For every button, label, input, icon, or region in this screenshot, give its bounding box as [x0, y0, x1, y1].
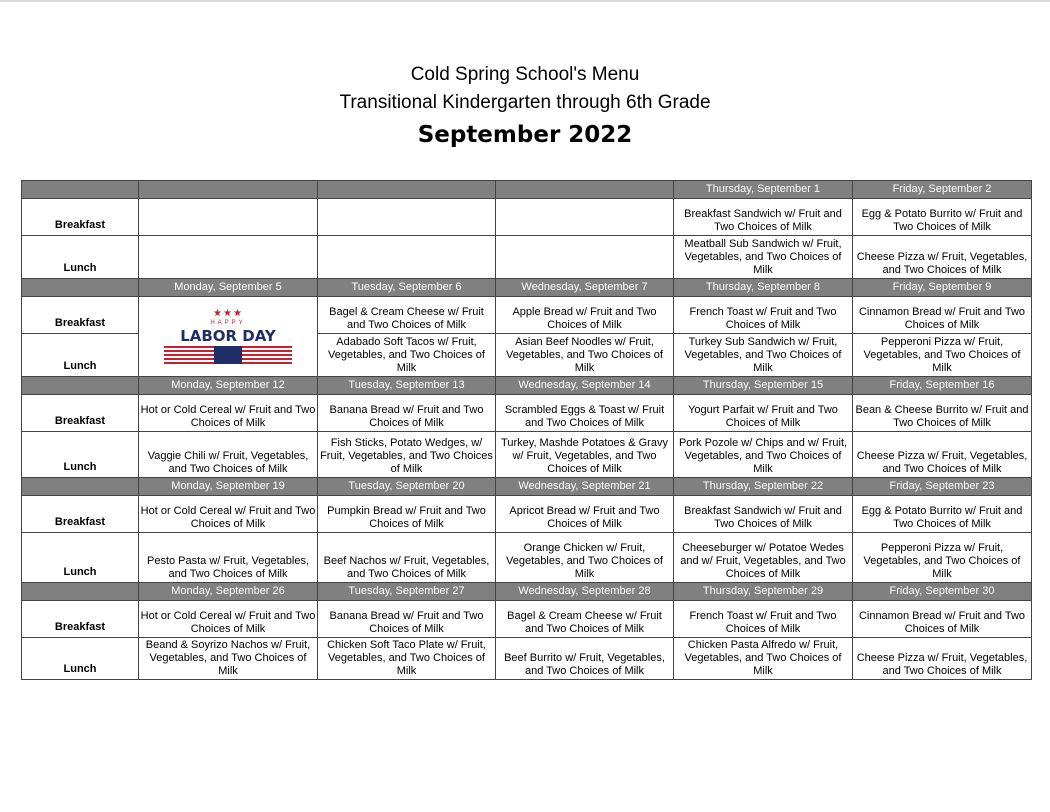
breakfast-row	[22, 199, 1032, 236]
lunch-row	[22, 432, 1032, 478]
day-header: Monday, September 19	[139, 478, 318, 496]
day-header: Thursday, September 15	[674, 377, 853, 395]
lunch-menu-cell	[139, 236, 318, 279]
day-header: Thursday, September 22	[674, 478, 853, 496]
lunch-menu-cell: Fish Sticks, Potato Wedges, w/ Fruit, Vegetables, and Two Choices of Milk	[318, 432, 496, 478]
day-header: Friday, September 2	[853, 181, 1032, 199]
day-header: Tuesday, September 20	[318, 478, 496, 496]
lunch-menu-cell: Pepperoni Pizza w/ Fruit, Vegetables, and Two Choices of Milk	[853, 533, 1032, 583]
day-header: Wednesday, September 14	[496, 377, 674, 395]
breakfast-row	[22, 395, 1032, 432]
breakfast-menu-cell: Hot or Cold Cereal w/ Fruit and Two Choices of Milk	[139, 601, 318, 638]
lunch-menu-cell: Pepperoni Pizza w/ Fruit, Vegetables, and Two Choices of Milk	[853, 334, 1032, 377]
lunch-menu-cell: Beef Burrito w/ Fruit, Vegetables, and Two Choices of Milk	[496, 638, 674, 680]
breakfast-row	[22, 601, 1032, 638]
lunch-menu-cell: Beand & Soyrizo Nachos w/ Fruit, Vegetables, and Two Choices of Milk	[139, 638, 318, 680]
week-header-row	[22, 279, 1032, 297]
corner-cell	[22, 377, 139, 395]
lunch-menu-cell: Cheese Pizza w/ Fruit, Vegetables, and Two Choices of Milk	[853, 432, 1032, 478]
day-header: Wednesday, September 21	[496, 478, 674, 496]
lunch-menu-cell	[496, 236, 674, 279]
day-header: Friday, September 30	[853, 583, 1032, 601]
day-header: Thursday, September 8	[674, 279, 853, 297]
labor-day-cell	[139, 297, 318, 377]
lunch-label: Lunch	[22, 638, 139, 680]
lunch-menu-cell: Turkey Sub Sandwich w/ Fruit, Vegetables, and Two Choices of Milk	[674, 334, 853, 377]
lunch-menu-cell: Cheese Pizza w/ Fruit, Vegetables, and Two Choices of Milk	[853, 236, 1032, 279]
breakfast-menu-cell: Cinnamon Bread w/ Fruit and Two Choices of Milk	[853, 601, 1032, 638]
labor-day-graphic	[164, 305, 292, 369]
corner-cell	[22, 478, 139, 496]
lunch-menu-cell: Cheese Pizza w/ Fruit, Vegetables, and Two Choices of Milk	[853, 638, 1032, 680]
breakfast-label: Breakfast	[22, 601, 139, 638]
lunch-menu-cell	[318, 236, 496, 279]
breakfast-menu-cell: Apple Bread w/ Fruit and Two Choices of Milk	[496, 297, 674, 334]
breakfast-menu-cell: Banana Bread w/ Fruit and Two Choices of Milk	[318, 601, 496, 638]
breakfast-menu-cell	[139, 199, 318, 236]
breakfast-menu-cell: Egg & Potato Burrito w/ Fruit and Two Choices of Milk	[853, 496, 1032, 533]
week-header-row	[22, 478, 1032, 496]
day-header: Tuesday, September 13	[318, 377, 496, 395]
breakfast-menu-cell: Hot or Cold Cereal w/ Fruit and Two Choices of Milk	[139, 395, 318, 432]
lunch-row	[22, 638, 1032, 680]
lunch-menu-cell: Asian Beef Noodles w/ Fruit, Vegetables, and Two Choices of Milk	[496, 334, 674, 377]
breakfast-label: Breakfast	[22, 199, 139, 236]
day-header: Monday, September 5	[139, 279, 318, 297]
breakfast-menu-cell: Egg & Potato Burrito w/ Fruit and Two Choices of Milk	[853, 199, 1032, 236]
lunch-row	[22, 236, 1032, 279]
breakfast-menu-cell: Breakfast Sandwich w/ Fruit and Two Choices of Milk	[674, 496, 853, 533]
lunch-row	[22, 533, 1032, 583]
menu-table	[21, 180, 1032, 680]
breakfast-menu-cell: Cinnamon Bread w/ Fruit and Two Choices of Milk	[853, 297, 1032, 334]
day-header: Thursday, September 1	[674, 181, 853, 199]
grade-range: Transitional Kindergarten through 6th Grade	[339, 92, 711, 113]
lunch-menu-cell: Beef Nachos w/ Fruit, Vegetables, and Two Choices of Milk	[318, 533, 496, 583]
week-header-row	[22, 181, 1032, 199]
labor-day-happy: HAPPY	[210, 320, 246, 326]
breakfast-menu-cell: French Toast w/ Fruit and Two Choices of Milk	[674, 297, 853, 334]
lunch-label: Lunch	[22, 236, 139, 279]
breakfast-row	[22, 496, 1032, 533]
breakfast-label: Breakfast	[22, 496, 139, 533]
day-header: Friday, September 23	[853, 478, 1032, 496]
labor-day-text: LABOR DAY	[180, 327, 276, 345]
school-title: Cold Spring School's Menu	[410, 64, 640, 85]
breakfast-menu-cell: Yogurt Parfait w/ Fruit and Two Choices of Milk	[674, 395, 853, 432]
stars-icon: ★★★	[213, 308, 243, 319]
lunch-label: Lunch	[22, 432, 139, 478]
lunch-menu-cell: Pork Pozole w/ Chips and w/ Fruit, Vegetables, and Two Choices of Milk	[674, 432, 853, 478]
week-header-row	[22, 377, 1032, 395]
breakfast-menu-cell: Hot or Cold Cereal w/ Fruit and Two Choices of Milk	[139, 496, 318, 533]
corner-cell	[22, 181, 139, 199]
day-header: Thursday, September 29	[674, 583, 853, 601]
breakfast-row	[22, 297, 1032, 334]
lunch-menu-cell: Orange Chicken w/ Fruit, Vegetables, and Two Choices of Milk	[496, 533, 674, 583]
week-header-row	[22, 583, 1032, 601]
month-title: September 2022	[417, 122, 633, 148]
breakfast-menu-cell: Scrambled Eggs & Toast w/ Fruit and Two Choices of Milk	[496, 395, 674, 432]
breakfast-menu-cell: Apricot Bread w/ Fruit and Two Choices of Milk	[496, 496, 674, 533]
top-rule	[0, 0, 1050, 2]
breakfast-menu-cell: Banana Bread w/ Fruit and Two Choices of Milk	[318, 395, 496, 432]
lunch-menu-cell: Chicken Soft Taco Plate w/ Fruit, Vegetables, and Two Choices of Milk	[318, 638, 496, 680]
breakfast-menu-cell: Pumpkin Bread w/ Fruit and Two Choices of Milk	[318, 496, 496, 533]
breakfast-menu-cell: Bagel & Cream Cheese w/ Fruit and Two Choices of Milk	[496, 601, 674, 638]
breakfast-menu-cell	[318, 199, 496, 236]
day-header: Monday, September 26	[139, 583, 318, 601]
day-header	[496, 181, 674, 199]
corner-cell	[22, 583, 139, 601]
lunch-menu-cell: Turkey, Mashde Potatoes & Gravy w/ Fruit, Vegetables, and Two Choices of Milk	[496, 432, 674, 478]
day-header: Wednesday, September 7	[496, 279, 674, 297]
breakfast-menu-cell	[496, 199, 674, 236]
flag-icon	[164, 346, 292, 364]
breakfast-menu-cell: Bean & Cheese Burrito w/ Fruit and Two Choices of Milk	[853, 395, 1032, 432]
day-header: Tuesday, September 27	[318, 583, 496, 601]
day-header	[139, 181, 318, 199]
lunch-menu-cell: Chicken Pasta Alfredo w/ Fruit, Vegetables, and Two Choices of Milk	[674, 638, 853, 680]
breakfast-menu-cell: Bagel & Cream Cheese w/ Fruit and Two Choices of Milk	[318, 297, 496, 334]
lunch-menu-cell: Meatball Sub Sandwich w/ Fruit, Vegetables, and Two Choices of Milk	[674, 236, 853, 279]
day-header: Friday, September 16	[853, 377, 1032, 395]
lunch-menu-cell: Cheeseburger w/ Potatoe Wedes and w/ Fruit, Vegetables, and Two Choices of Milk	[674, 533, 853, 583]
lunch-menu-cell: Vaggie Chili w/ Fruit, Vegetables, and Two Choices of Milk	[139, 432, 318, 478]
corner-cell	[22, 279, 139, 297]
breakfast-menu-cell: French Toast w/ Fruit and Two Choices of Milk	[674, 601, 853, 638]
lunch-label: Lunch	[22, 533, 139, 583]
lunch-menu-cell: Pesto Pasta w/ Fruit, Vegetables, and Two Choices of Milk	[139, 533, 318, 583]
lunch-menu-cell: Adabado Soft Tacos w/ Fruit, Vegetables, and Two Choices of Milk	[318, 334, 496, 377]
breakfast-menu-cell: Breakfast Sandwich w/ Fruit and Two Choices of Milk	[674, 199, 853, 236]
day-header: Monday, September 12	[139, 377, 318, 395]
day-header: Wednesday, September 28	[496, 583, 674, 601]
day-header	[318, 181, 496, 199]
breakfast-label: Breakfast	[22, 395, 139, 432]
day-header: Tuesday, September 6	[318, 279, 496, 297]
breakfast-label: Breakfast	[22, 297, 139, 334]
day-header: Friday, September 9	[853, 279, 1032, 297]
lunch-label: Lunch	[22, 334, 139, 377]
